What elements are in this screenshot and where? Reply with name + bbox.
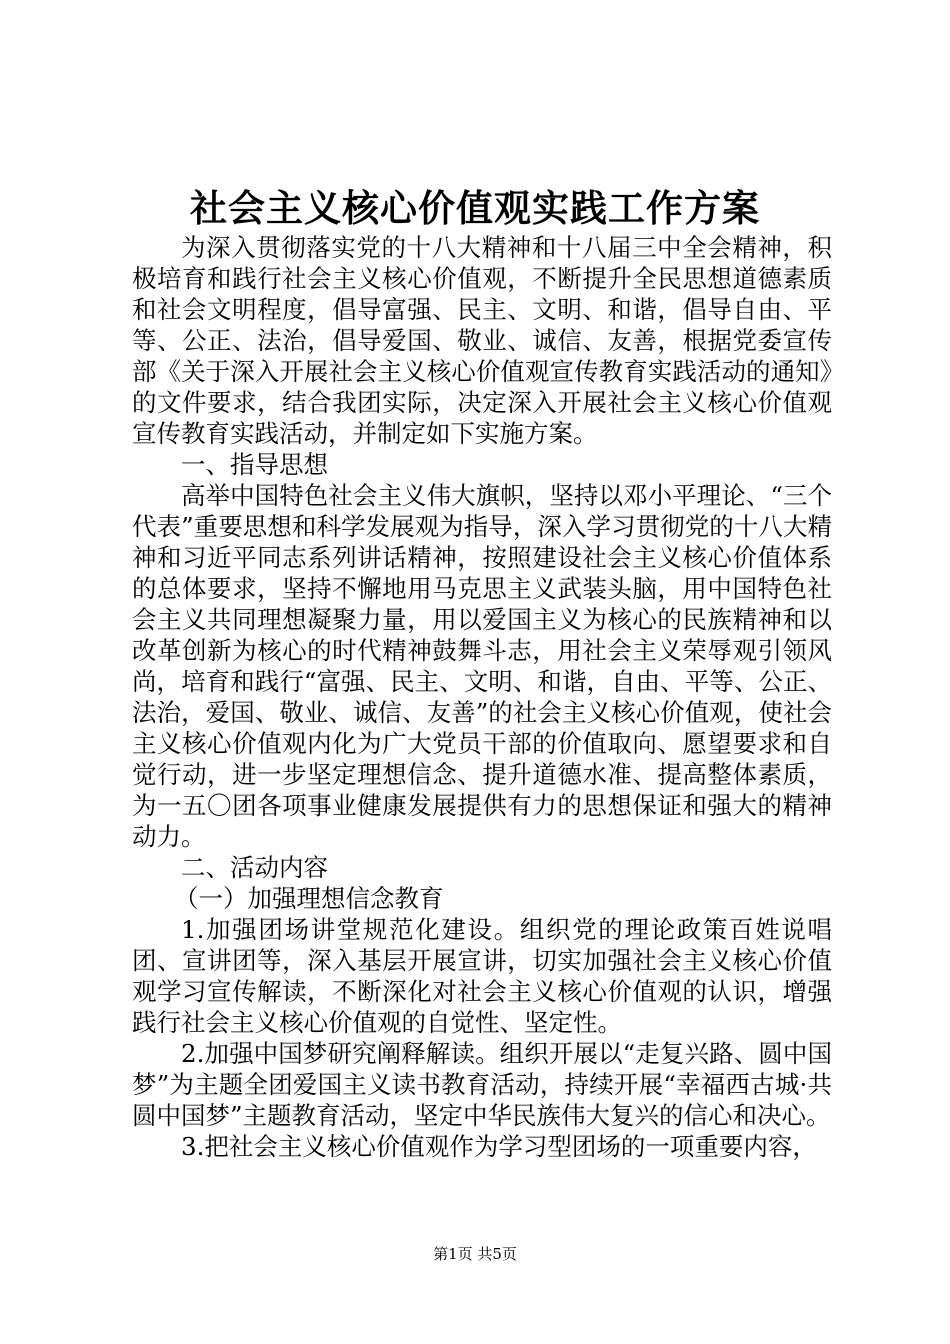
section-heading-activity-content: 二、活动内容	[181, 853, 328, 882]
document-body	[132, 232, 832, 1162]
paragraph-item-3: 3.把社会主义核心价值观作为学习型团场的一项重要内容，	[181, 1132, 817, 1161]
paragraph-item-2: 2.加强中国梦研究阐释解读。组织开展以“走复兴路、圆中国梦”为主题全团爱国主义读书教育活动，持续开展“幸福西古城·共圆中国梦”主题教育活动，坚定中华民族伟大复兴的信心和决心。	[132, 1039, 832, 1130]
paragraph-intro: 为深入贯彻落实党的十八大精神和十八届三中全会精神，积极培育和践行社会主义核心价值观，不断提升全民思想道德素质和社会文明程度，倡导富强、民主、文明、和谐，倡导自由、平等、公正、法治，倡导爱国、敬业、诚信、友善，根据党委宣传部《关于深入开展社会主义核心价值观宣传教育实践活动的通知》的文件要求，结合我团实际，决定深入开展社会主义核心价值观宣传教育实践活动，并制定如下实施方案。	[132, 233, 832, 448]
paragraph-guiding-ideology: 高举中国特色社会主义伟大旗帜，坚持以邓小平理论、“三个代表”重要思想和科学发展观为指导，深入学习贯彻党的十八大精神和习近平同志系列讲话精神，按照建设社会主义核心价值体系的总体要求，坚持不懈地用马克思主义武装头脑，用中国特色社会主义共同理想凝聚力量，用以爱国主义为核心的民族精神和以改革创新为核心的时代精神鼓舞斗志，用社会主义荣辱观引领风尚，培育和践行“富强、民主、文明、和谐，自由、平等、公正、法治，爱国、敬业、诚信、友善”的社会主义核心价值观，使社会主义核心价值观内化为广大党员干部的价值取向、愿望要求和自觉行动，进一步坚定理想信念、提升道德水准、提高整体素质，为一五〇团各项事业健康发展提供有力的思想保证和强大的精神动力。	[132, 481, 832, 851]
subsection-heading-ideals: （一）加强理想信念教育	[174, 884, 444, 913]
paragraph-item-1: 1.加强团场讲堂规范化建设。组织党的理论政策百姓说唱团、宣讲团等，深入基层开展宣讲，切实加强社会主义核心价值观学习宣传解读，不断深化对社会主义核心价值观的认识，增强践行社会主义核心价值观的自觉性、坚定性。	[132, 915, 832, 1037]
document-title: 社会主义核心价值观实践工作方案	[190, 186, 760, 230]
section-heading-guiding-ideology: 一、指导思想	[181, 450, 328, 479]
page-number-footer: 第1页 共5页	[433, 1245, 517, 1263]
